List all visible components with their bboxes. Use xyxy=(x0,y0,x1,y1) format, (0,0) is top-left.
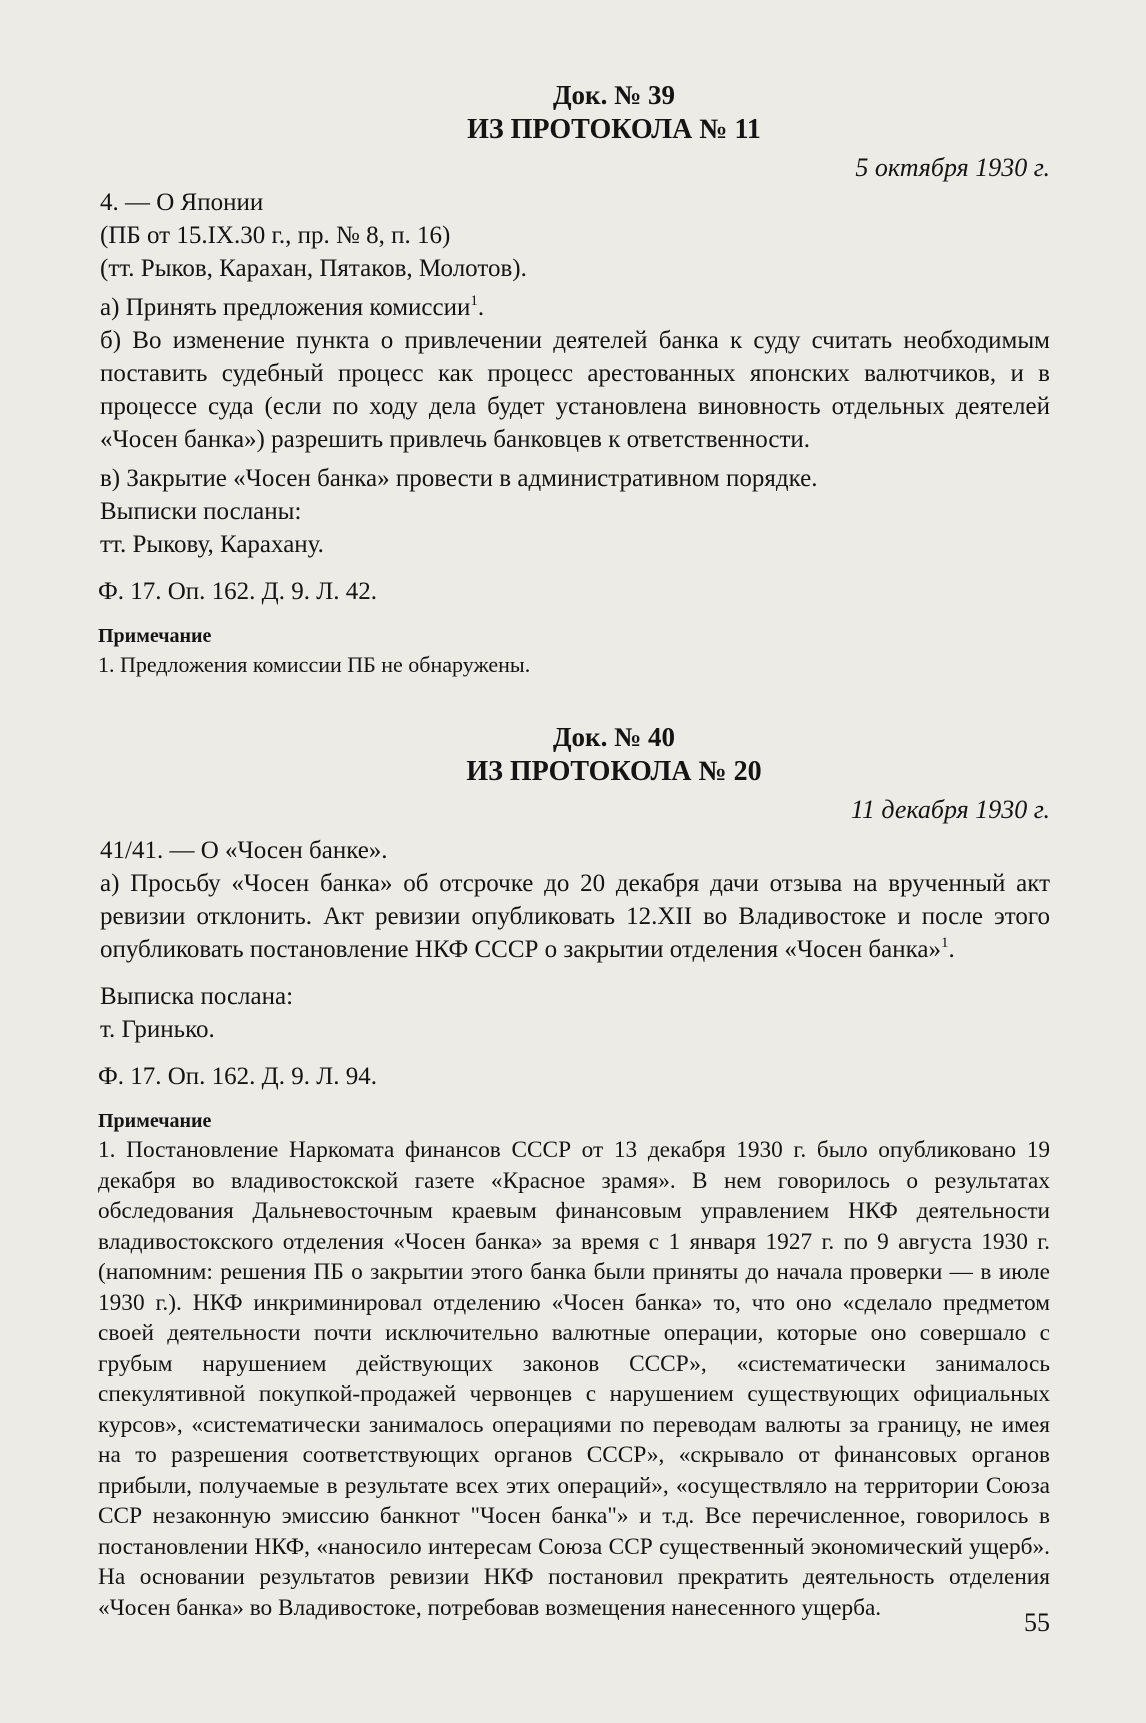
doc39-note-heading: Примечание xyxy=(98,625,212,647)
doc40-item: 41/41. — О «Чосен банке». xyxy=(100,837,388,864)
doc40-note-heading: Примечание xyxy=(98,1110,212,1132)
doc40-sent-to: т. Гринько. xyxy=(100,1016,215,1043)
doc40-title: ИЗ ПРОТОКОЛА № 20 xyxy=(466,756,762,787)
page-body xyxy=(98,78,1050,1623)
doc39-point-a: а) Принять предложения комиссии$^1$. xyxy=(100,293,485,321)
doc40-sent-label: Выписка послана: xyxy=(100,983,294,1010)
doc39-sent-to: тт. Рыкову, Карахану. xyxy=(100,531,324,558)
doc39-sent-label: Выписки посланы: xyxy=(100,498,302,525)
doc39-date: 5 октября 1930 г. xyxy=(855,153,1050,182)
doc40-point-a: а) Просьбу «Чосен банка» об отсрочке до 20 декабря дачи отзыва на врученный акт ревизии отклонить. Акт ревизии опубликовать 12.XII во Владивостоке и после этого опубликовать постановление НКФ СССР о закрытии отделения «Чосен банка»$^1$. xyxy=(100,870,1050,963)
doc39-members: (тт. Рыков, Карахан, Пятаков, Молотов). xyxy=(100,255,527,282)
doc39-number: Док. № 39 xyxy=(552,80,675,110)
doc39-note-1: 1. Предложения комиссии ПБ не обнаружены. xyxy=(98,652,531,677)
doc40-note-block xyxy=(98,1135,1050,1623)
doc39-point-c: в) Закрытие «Чосен банка» провести в административном порядке. xyxy=(100,465,818,492)
doc40-archive-ref: Ф. 17. Оп. 162. Д. 9. Л. 94. xyxy=(98,1063,377,1090)
doc40-number: Док. № 40 xyxy=(552,722,675,752)
doc39-point-b: б) Во изменение пункта о привлечении деятелей банка к суду считать необходимым поставить судебный процесс как процесс арестованных японских валютчиков, и в процессе суда (если по ходу дела будет установлена виновность отдельных деятелей «Чосен банка») разрешить привлечь банковцев к ответственности. xyxy=(100,327,1050,453)
doc40-note-1: 1. Постановление Наркомата финансов СССР от 13 декабря 1930 г. было опубликовано 19 декабря во владивостокской газете «Красное зрамя». В нем говорилось о результатах обследования Дальневосточным краевым финансовым управлением НКФ деятельности владивостокского отделения «Чосен банка» за время с 1 января 1927 г. по 9 августа 1930 г. (напомним: решения ПБ о закрытии этого банка были приняты до начала проверки — в июле 1930 г.). НКФ инкриминировал отделению «Чосен банка» то, что оно «сделало предметом своей деятельности почти исключительно валютные операции, которые оно совершало с грубым нарушением действующих законов СССР», «систематически занималось спекулятивной покупкой-продажей червонцев с нарушением существующих официальных курсов», «систематически занималось операциями по переводам валюты за границу, не имея на то разрешения соответствующих органов СССР», «скрывало от финансовых органов прибыли, получаемые в результате всех этих операций», «осуществляло на территории Союза ССР незаконную эмиссию банкнот "Чосен банка"» и т.д. Все перечисленное, говорилось в постановлении НКФ, «наносило интересам Союза ССР существенный экономический ущерб». На основании результатов ревизии НКФ постановил прекратить деятельность отделения «Чосен банка» во Владивостоке, потребовав возмещения нанесенного ущерба. xyxy=(98,1137,1050,1621)
doc39-ref: (ПБ от 15.IX.30 г., пр. № 8, п. 16) xyxy=(100,222,451,249)
doc39-item: 4. — О Японии xyxy=(100,189,264,216)
footnote-ref: 1 xyxy=(940,935,949,951)
doc40-date: 11 декабря 1930 г. xyxy=(850,795,1050,824)
doc39-archive-ref: Ф. 17. Оп. 162. Д. 9. Л. 42. xyxy=(98,578,377,605)
footnote-ref: 1 xyxy=(470,293,478,309)
page-number: 55 xyxy=(1024,1608,1050,1637)
doc39-title: ИЗ ПРОТОКОЛА № 11 xyxy=(467,114,761,145)
